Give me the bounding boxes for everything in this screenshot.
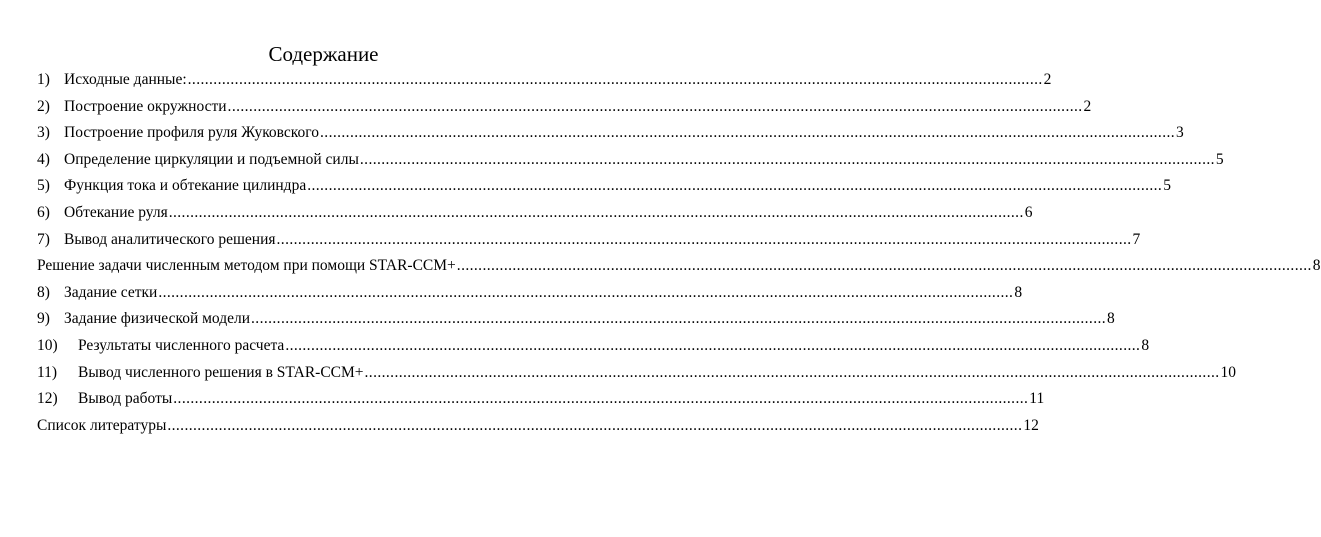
- toc-entry-page: 8: [1141, 336, 1150, 354]
- toc-leader-dots: ........................................................................................................................................................................................................: [307, 177, 1163, 195]
- toc-entry-label: Построение профиля руля Жуковского: [64, 124, 320, 142]
- toc-entry-page: 8: [1107, 310, 1115, 328]
- toc-entry-label: Вывод работы: [78, 390, 173, 408]
- toc-leader-dots: ........................................................................................................................................................................................................: [167, 416, 1023, 434]
- toc-entry-page: 2: [1043, 71, 1052, 88]
- toc-entry-number: 2): [37, 97, 50, 115]
- table-of-contents: [37, 67, 1321, 439]
- toc-entry-number: 9): [37, 310, 50, 328]
- toc-entry-label: Исходные данные:: [64, 71, 187, 88]
- toc-entry-label: Задание сетки: [64, 283, 158, 301]
- toc-leader-dots: ........................................................................................................................................................................................................: [320, 124, 1176, 142]
- toc-entry-12[interactable]: [37, 386, 1045, 413]
- toc-entry-number: 11): [37, 363, 58, 381]
- toc-entry-label: Список литературы: [37, 416, 167, 434]
- toc-entry-page: 11: [1029, 390, 1045, 408]
- toc-entry-page: 6: [1024, 203, 1033, 221]
- toc-leader-dots: ........................................................................................................................................................................................................: [359, 150, 1215, 168]
- toc-entry-page: 2: [1083, 97, 1092, 115]
- toc-entry-number: 1): [37, 71, 50, 88]
- toc-leader-dots: ........................................................................................................................................................................................................: [285, 336, 1141, 354]
- toc-entry-8[interactable]: [37, 280, 1023, 307]
- toc-entry-label: Обтекание руля: [64, 203, 168, 221]
- toc-entry-number: 4): [37, 150, 50, 168]
- toc-leader-dots: ........................................................................................................................................................................................................: [173, 390, 1029, 408]
- toc-entry-label: Определение циркуляции и подъемной силы: [64, 150, 359, 168]
- toc-entry-page: 5: [1215, 150, 1224, 168]
- toc-leader-dots: ........................................................................................................................................................................................................: [187, 71, 1043, 88]
- toc-leader-dots: ........................................................................................................................................................................................................: [168, 203, 1024, 221]
- toc-entry-1[interactable]: [37, 67, 1052, 94]
- toc-entry-references[interactable]: [37, 413, 1039, 440]
- toc-entry-label: Вывод численного решения в STAR-CCM+: [78, 363, 364, 381]
- toc-leader-dots: ........................................................................................................................................................................................................: [364, 363, 1220, 381]
- toc-entry-4[interactable]: [37, 147, 1224, 174]
- toc-entry-number: 12): [37, 390, 58, 408]
- toc-entry-page: 10: [1220, 363, 1237, 381]
- toc-entry-number: 10): [37, 336, 58, 354]
- toc-entry-label: Результаты численного расчета: [78, 336, 285, 354]
- toc-entry-3[interactable]: [37, 120, 1184, 147]
- toc-leader-dots: ........................................................................................................................................................................................................: [456, 257, 1312, 275]
- toc-entry-number: 3): [37, 124, 50, 142]
- toc-entry-9[interactable]: [37, 306, 1115, 333]
- toc-entry-label: Построение окружности: [64, 97, 227, 115]
- toc-entry-numerical-method[interactable]: [37, 253, 1321, 280]
- toc-entry-page: 8: [1014, 283, 1023, 301]
- toc-entry-7[interactable]: [37, 227, 1141, 254]
- toc-entry-10[interactable]: [37, 333, 1150, 360]
- toc-entry-5[interactable]: [37, 173, 1171, 200]
- toc-entry-page: 3: [1176, 124, 1184, 142]
- toc-entry-number: 6): [37, 203, 50, 221]
- toc-entry-number: 8): [37, 283, 50, 301]
- toc-leader-dots: ........................................................................................................................................................................................................: [227, 97, 1083, 115]
- toc-leader-dots: ........................................................................................................................................................................................................: [276, 230, 1132, 248]
- toc-entry-page: 12: [1023, 416, 1039, 434]
- toc-entry-number: 7): [37, 230, 50, 248]
- toc-leader-dots: ........................................................................................................................................................................................................: [251, 310, 1107, 328]
- toc-entry-label: Задание физической модели: [64, 310, 251, 328]
- toc-entry-label: Решение задачи численным методом при помощи STAR-CCM+: [37, 257, 456, 275]
- toc-entry-11[interactable]: [37, 360, 1237, 387]
- toc-entry-page: 8: [1312, 257, 1321, 275]
- toc-entry-label: Функция тока и обтекание цилиндра: [64, 177, 307, 195]
- toc-title: Содержание: [268, 42, 379, 66]
- toc-entry-number: 5): [37, 177, 50, 195]
- toc-entry-2[interactable]: [37, 94, 1092, 121]
- toc-entry-label: Вывод аналитического решения: [64, 230, 276, 248]
- toc-leader-dots: ........................................................................................................................................................................................................: [158, 283, 1014, 301]
- toc-entry-6[interactable]: [37, 200, 1033, 227]
- toc-entry-page: 7: [1132, 230, 1141, 248]
- toc-entry-page: 5: [1163, 177, 1171, 195]
